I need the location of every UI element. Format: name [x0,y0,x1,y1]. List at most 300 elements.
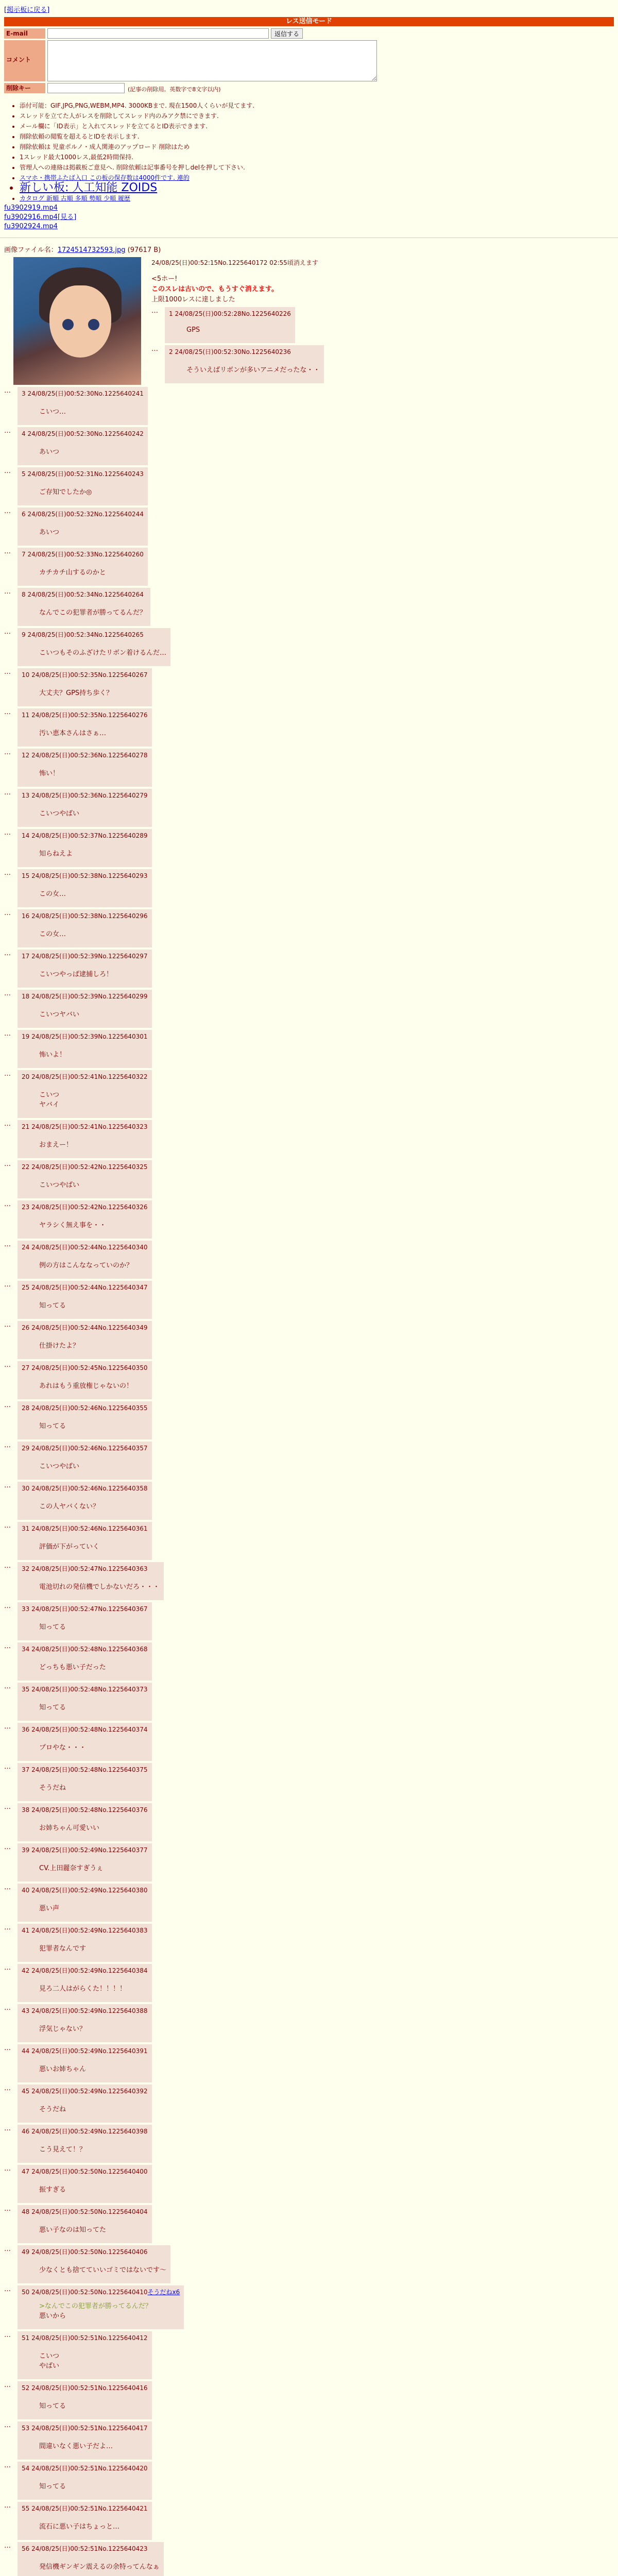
reply-number[interactable]: 39 [22,1846,30,1854]
op-post: 24/08/25(日)00:52:15No.1225640172 02:55頃消えます <5ホー! このスレは古いので、もうすぐ消えます。 上限1000レスに達しました … 1 24/08/25(日)00:52:28No.1225640226 GPS … 2 24/08/25(日)00:52:30No.1225640236 そういえばリボンが多いアニメだったな・・ [4,256,614,385]
reply-post [18,1030,152,1068]
reply-number[interactable]: 51 [22,2334,30,2342]
reply-number[interactable]: 14 [22,832,30,839]
reply-row [4,747,614,787]
reply-number[interactable]: 53 [22,2425,30,2432]
reply-body: どっちも悪い子だった [39,1664,106,1671]
op-line: <5ホー! [151,275,178,283]
reply-number[interactable]: 10 [22,671,30,679]
reply-post [18,2331,152,2379]
reply-post [18,1924,152,1962]
reply-post [18,1723,152,1761]
reply-number[interactable]: 3 [22,390,26,397]
file-link[interactable]: fu3902916.mp4[見る] [4,213,77,221]
reply-header[interactable]: 24/08/25(日)00:52:49No.1225640383 [31,1927,148,1934]
reply-header[interactable]: 24/08/25(日)00:52:28No.1225640226 [175,310,291,317]
reply-number[interactable]: 26 [22,1324,30,1331]
reply-indent: … [4,1241,11,1248]
reply-header[interactable]: 24/08/25(日)00:52:39No.1225640297 [31,953,148,960]
reply-body: カチカチ山するのかと [39,569,106,577]
reply-post [18,2205,152,2243]
reply-post [18,668,152,706]
reply-header[interactable]: 24/08/25(日)00:52:44No.1225640340 [31,1244,148,1251]
reply-post [18,2004,152,2042]
reply-body: 知ってる [39,1623,66,1631]
reply-body: 知らねえよ [39,850,73,858]
reply-header[interactable]: 24/08/25(日)00:52:36No.1225640278 [31,752,148,759]
op-filename-label: 画像ファイル名： [4,246,58,254]
reply-post [165,345,324,383]
op-filename-link[interactable]: 1724514732593.jpg [57,246,126,254]
reply-header[interactable]: 24/08/25(日)00:52:51No.1225640412 [31,2334,148,2342]
reply-header[interactable]: 24/08/25(日)00:52:47No.1225640363 [31,1565,148,1572]
op-filesize: (97617 B) [127,246,161,254]
reply-header[interactable]: 24/08/25(日)00:52:51No.1225640416 [31,2384,148,2392]
reply-row [4,425,614,465]
reply-header[interactable]: 24/08/25(日)00:52:47No.1225640367 [31,1605,148,1613]
limit-notice: 上限1000レスに達しました [151,296,235,303]
reply-row [4,2123,614,2163]
reply-indent: … [4,1602,11,1610]
reply-body: こいつやばい [39,1181,80,1189]
reply-indent: … [4,2044,11,2052]
reply-row [4,1239,614,1279]
reply-number[interactable]: 6 [22,511,26,518]
reply-row [4,1118,614,1158]
rule-item: • 1スレッド最大1000レス,最低2時間保持. [20,152,614,162]
reply-number[interactable]: 18 [22,993,30,1000]
reply-row [4,1640,614,1681]
reply-header[interactable]: 24/08/25(日)00:52:38No.1225640296 [31,912,148,920]
catalog-links[interactable] [20,193,614,204]
comment-field[interactable] [47,40,377,81]
reply-header[interactable]: 24/08/25(日)00:52:48No.1225640373 [31,1686,148,1693]
reply-number[interactable]: 34 [22,1646,30,1653]
reply-number[interactable]: 36 [22,1726,30,1733]
reply-indent: … [4,869,11,877]
reply-body: ご存知でしたか◎ [39,488,92,496]
reply-indent: … [4,1763,11,1771]
reply-indent: … [4,1200,11,1208]
rule-item: • 添付可能：GIF,JPG,PNG,WEBM,MP4. 3000KBまで. 現在1500人くらいが見てます. [20,100,614,111]
reply-indent: … [4,990,11,997]
reply-post [18,990,152,1028]
recent-files [4,204,614,231]
reply-header[interactable]: 24/08/25(日)00:52:38No.1225640293 [31,872,148,879]
reply-header[interactable]: 24/08/25(日)00:52:49No.1225640392 [31,2088,148,2095]
reply-number[interactable]: 52 [22,2384,30,2392]
reply-post [18,2245,170,2283]
reply-indent: … [4,1361,11,1369]
reply-body: そうだね [39,1784,66,1792]
reply-post [18,588,150,626]
reply-row [4,706,614,747]
reply-indent: … [4,1884,11,1891]
reply-indent: … [4,668,11,676]
reply-number[interactable]: 47 [22,2168,30,2175]
reply-number[interactable]: 7 [22,551,26,558]
reply-number[interactable]: 31 [22,1525,30,1532]
reply-indent: … [4,1843,11,1851]
reply-header[interactable]: 24/08/25(日)00:52:51No.1225640420 [31,2465,148,2472]
back-to-board-link[interactable]: [掲示板に戻る] [4,6,50,14]
reply-indent: … [4,1924,11,1931]
reply-post [18,2165,152,2203]
reply-indent: … [4,2542,11,2550]
reply-number[interactable]: 45 [22,2088,30,2095]
reply-body: なんでこの犯罪者が勝ってるんだ？ [39,609,147,617]
op-file-info [4,244,614,254]
file-link[interactable]: fu3902919.mp4 [4,204,58,212]
reply-header[interactable]: 24/08/25(日)00:52:51No.1225640421 [31,2505,148,2512]
reply-row [4,1359,614,1399]
reply-number[interactable]: 54 [22,2465,30,2472]
reply-post [18,1562,164,1600]
reply-number[interactable]: 35 [22,1686,30,1693]
reply-indent: … [4,829,11,837]
reply-body: この女… [39,890,66,898]
sodane-link[interactable]: そうだねx6 [147,2289,180,2296]
reply-number[interactable]: 49 [22,2248,30,2256]
reply-row [4,1761,614,1801]
mobile-entrance-link[interactable]: スマホ・携帯ふたば入口 この板の保存数は4000件です. 連的 [20,174,190,181]
reply-body: こいつやっぱ逮捕しろ！ [39,971,113,978]
reply-number[interactable]: 21 [22,1123,30,1130]
reply-number[interactable]: 20 [22,1073,30,1080]
reply-row [4,2042,614,2082]
reply-header[interactable]: 24/08/25(日)00:52:30No.1225640236 [175,348,291,355]
reply-header[interactable]: 24/08/25(日)00:52:48No.1225640376 [31,1806,148,1814]
reply-body: こう見えて！？ [39,2146,87,2154]
reply-body: こいつヤバい [39,1011,80,1019]
reply-number[interactable]: 28 [22,1404,30,1412]
reply-form [4,28,614,93]
reply-header[interactable]: 24/08/25(日)00:52:46No.1225640361 [31,1525,148,1532]
reply-body: 悪い声 [39,1905,60,1912]
reply-post [18,467,148,505]
reply-header[interactable]: 24/08/25(日)00:52:48No.1225640368 [31,1646,148,1653]
reply-post [18,507,148,546]
reply-row [4,1028,614,1068]
reply-thread [4,385,614,2576]
reply-row [4,827,614,867]
reply-header[interactable]: 24/08/25(日)00:52:46No.1225640358 [31,1485,148,1492]
reply-header[interactable]: 24/08/25(日)00:52:37No.1225640289 [31,832,148,839]
reply-number[interactable]: 41 [22,1927,30,1934]
reply-body: 見ろ二人はがらくた！！！！ [39,1985,127,1993]
catalog-anchor[interactable]: カタログ 新順 古順 多順 勢順 少順 履歴 [20,195,130,202]
reply-row [4,1399,614,1439]
reply-header[interactable]: 24/08/25(日)00:52:49No.1225640377 [31,1846,148,1854]
reply-body: お姉ちゃん可愛いい [39,1824,100,1832]
reply-number[interactable]: 43 [22,2007,30,2014]
reply-body: こいつ… [39,408,66,416]
reply-post [18,2285,184,2329]
reply-header[interactable]: 24/08/25(日)00:52:50No.1225640400 [31,2168,148,2175]
reply-indent: … [4,2462,11,2469]
reply-indent: … [4,1642,11,1650]
reply-body: 犯罪者なんです [39,1945,87,1953]
reply-row [4,2283,614,2329]
reply-body: この女… [39,930,66,938]
reply-row [4,947,614,988]
reply-post [18,628,170,666]
reply-header[interactable]: 24/08/25(日)00:52:48No.1225640374 [31,1726,148,1733]
reply-number[interactable]: 48 [22,2208,30,2215]
reply-post [18,829,152,867]
reply-number[interactable]: 46 [22,2128,30,2135]
reply-body: 流石に悪い子はちょっと… [39,2523,120,2531]
rule-item: • 削除依頼の閲覧を超えるとIDを表示します. [20,131,614,142]
reply-header[interactable]: 24/08/25(日)00:52:39No.1225640301 [31,1033,148,1040]
reply-number[interactable]: 12 [22,752,30,759]
reply-header[interactable]: 24/08/25(日)00:52:44No.1225640349 [31,1324,148,1331]
reply-row [4,1068,614,1118]
reply-body: あいつ [39,529,60,536]
reply-post [18,2044,152,2082]
rule-item: • メール欄に「ID表示」と入れてスレッドを立てるとID表示できます. [20,121,614,131]
reply-row [4,2163,614,2203]
reply-number[interactable]: 27 [22,1364,30,1371]
reply-number[interactable]: 25 [22,1284,30,1291]
reply-header[interactable]: 24/08/25(日)00:52:34No.1225640265 [27,631,144,638]
reply-post [18,1321,152,1359]
reply-body: 知ってる [39,2483,66,2490]
reply-indent: … [4,387,11,395]
reply-number[interactable]: 33 [22,1605,30,1613]
reply-header[interactable]: 24/08/25(日)00:52:51No.1225640417 [31,2425,148,2432]
reply-indent: … [4,1723,11,1731]
reply-number[interactable]: 37 [22,1766,30,1773]
reply-header[interactable]: 24/08/25(日)00:52:36No.1225640279 [31,792,148,799]
reply-post [18,387,148,425]
reply-post [18,1843,152,1882]
reply-number[interactable]: 22 [22,1163,30,1171]
reply-header[interactable]: 24/08/25(日)00:52:49No.1225640391 [31,2047,148,2055]
op-image[interactable] [13,257,141,385]
reply-row [4,2082,614,2123]
reply-indent: … [4,789,11,796]
reply-header[interactable]: 24/08/25(日)00:52:49No.1225640380 [31,1887,148,1894]
reply-number[interactable]: 44 [22,2047,30,2055]
reply-header[interactable]: 24/08/25(日)00:52:50No.1225640410 [31,2289,148,2296]
reply-header[interactable]: 24/08/25(日)00:52:49No.1225640388 [31,2007,148,2014]
quote-line: >なんでこの犯罪者が勝ってるんだ？ [39,2302,152,2310]
reply-row [4,1560,614,1600]
reply-row [4,2540,614,2576]
reply-post [18,1683,152,1721]
reply-post [18,2462,152,2500]
reply-indent: … [4,1321,11,1329]
reply-number[interactable]: 30 [22,1485,30,1492]
reply-row [4,1962,614,2002]
reply-row [4,1279,614,1319]
reply-body: 大丈夫？GPS持ち歩く？ [39,689,113,697]
reply-header[interactable]: 24/08/25(日)00:52:51No.1225640423 [31,2545,148,2552]
reply-row [4,2243,614,2283]
reply-number[interactable]: 2 [169,348,173,355]
reply-number[interactable]: 19 [22,1033,30,1040]
reply-header[interactable]: 24/08/25(日)00:52:42No.1225640326 [31,1204,148,1211]
reply-header[interactable]: 24/08/25(日)00:52:35No.1225640276 [31,711,148,719]
reply-row [4,1801,614,1841]
reply-body: 知ってる [39,1422,66,1430]
reply-row [4,1480,614,1520]
new-boards-anchor[interactable]: 新しい板: 人工知能 ZOIDS [20,181,158,194]
reply-indent: … [4,548,11,555]
reply-body: 少なくとも捨てていいゴミではないです～ [39,2266,167,2274]
reply-row [4,2419,614,2460]
reply-number[interactable]: 17 [22,953,30,960]
reply-row [4,2203,614,2243]
reply-body: 知ってる [39,2402,66,2410]
reply-post [18,1522,152,1560]
reply-body: 振すぎる [39,2186,66,2194]
delete-key-label: 削除キー [4,83,45,93]
reply-row [4,1882,614,1922]
reply-row [4,586,614,626]
reply-body: 発信機ギンギン震えるの余特ってんなぁ [39,2563,160,2571]
reply-header[interactable]: 1 [169,310,173,317]
reply-post [18,1401,152,1439]
reply-header[interactable]: 24/08/25(日)00:52:31No.1225640243 [27,470,144,478]
reply-row [4,2500,614,2540]
reply-post [18,2125,152,2163]
reply-number[interactable]: 55 [22,2505,30,2512]
reply-number[interactable]: 32 [22,1565,30,1572]
reply-indent: … [4,1522,11,1530]
reply-body: こいつやばい [39,1463,80,1470]
reply-header[interactable]: 24/08/25(日)00:52:39No.1225640299 [31,993,148,1000]
reply-body: そうだね [39,2106,66,2113]
reply-number[interactable]: 4 [22,430,26,437]
reply-number[interactable]: 42 [22,1967,30,1974]
reply-post [18,749,152,787]
submit-reply-button[interactable]: 返信する [271,28,303,39]
reply-number[interactable]: 13 [22,792,30,799]
reply-row [4,787,614,827]
reply-row [4,2460,614,2500]
reply-header[interactable]: 24/08/25(日)00:52:30No.1225640241 [27,390,144,397]
reply-body: 怖い！ [39,770,60,777]
reply-header[interactable]: 24/08/25(日)00:52:48No.1225640375 [31,1766,148,1773]
reply-number[interactable]: 5 [22,470,26,478]
reply-body: こいつもそのふざけたリボン着けるんだ… [39,649,167,657]
reply-number[interactable]: 11 [22,711,30,719]
reply-header[interactable]: 24/08/25(日)00:52:50No.1225640406 [31,2248,148,2256]
reply-header[interactable]: 24/08/25(日)00:52:33No.1225640260 [27,551,144,558]
file-link[interactable]: fu3902924.mp4 [4,223,58,230]
reply-number[interactable]: 38 [22,1806,30,1814]
reply-body: こいつ ヤバイ [39,1091,60,1109]
reply-number[interactable]: 16 [22,912,30,920]
reply-body: この人ヤバくない？ [39,1503,100,1511]
reply-indent: … [4,1401,11,1409]
reply-row [4,1841,614,1882]
reply-indent: … [4,1482,11,1489]
reply-post [165,307,295,343]
reply-number[interactable]: 56 [22,2545,30,2552]
reply-row [4,2379,614,2419]
reply-row [4,1439,614,1480]
reply-header[interactable]: 24/08/25(日)00:52:46No.1225640355 [31,1404,148,1412]
reply-indent: … [4,2421,11,2429]
reply-indent: … [4,2331,11,2339]
reply-number[interactable]: 9 [22,631,26,638]
reply-number[interactable]: 40 [22,1887,30,1894]
reply-body: 汚い恵本さんはさぁ… [39,730,107,737]
reply-post [18,2084,152,2123]
reply-number[interactable]: 24 [22,1244,30,1251]
reply-indent: … [4,2502,11,2510]
reply-body: 間違いなく悪い子だよ… [39,2443,113,2450]
reply-indent: … [4,1160,11,1168]
reply-header[interactable]: 24/08/25(日)00:52:30No.1225640242 [27,430,144,437]
reply-header[interactable]: 24/08/25(日)00:52:32No.1225640244 [27,511,144,518]
delete-key-note: (記事の削除用。英数字で8文字以内) [128,86,221,93]
reply-header[interactable]: 24/08/25(日)00:52:50No.1225640404 [31,2208,148,2215]
reply-header[interactable]: 24/08/25(日)00:52:49No.1225640398 [31,2128,148,2135]
reply-row [4,626,614,666]
expire-notice: このスレは古いので、もうすぐ消えます。 [151,285,278,293]
reply-header[interactable]: 24/08/25(日)00:52:41No.1225640323 [31,1123,148,1130]
reply-row [4,465,614,505]
reply-indent: … [4,2205,11,2213]
reply-indent: … [4,2285,11,2293]
reply-indent: … [4,1964,11,1972]
reply-body: 知ってる [39,1302,66,1310]
delete-key-field[interactable] [47,83,125,93]
reply-body: 電池切れの発信機でしかないだろ・・・ [39,1583,160,1591]
rule-item: • 削除依頼は 児童ポルノ・成人関連のアップロード 削除はため [20,142,614,152]
reply-post [18,2542,164,2576]
reply-number[interactable]: 15 [22,872,30,879]
reply-body: 悪いお姉ちゃん [39,2065,87,2073]
reply-body: おまえー！ [39,1141,73,1149]
new-boards-link[interactable] [20,183,614,193]
reply-post [18,1281,152,1319]
reply-header[interactable]: 24/08/25(日)00:52:41No.1225640322 [31,1073,148,1080]
reply-indent: … [4,2245,11,2253]
reply-number[interactable]: 23 [22,1204,30,1211]
email-field[interactable] [47,28,269,39]
reply-row [4,666,614,706]
reply-body: こいつ やばい [39,2352,60,2370]
reply-number[interactable]: 29 [22,1445,30,1452]
reply-body: 悪いから [39,2312,66,2320]
reply-body: プロやな・・・ [39,1744,87,1752]
reply-indent: … [4,749,11,756]
reply-number[interactable]: 8 [22,591,26,598]
reply-number[interactable]: 50 [22,2289,30,2296]
reply-post [18,1361,152,1399]
reply-header[interactable]: 24/08/25(日)00:52:35No.1225640267 [31,671,148,679]
reply-row [4,867,614,907]
reply-header[interactable]: 24/08/25(日)00:52:49No.1225640384 [31,1967,148,1974]
reply-row [4,2002,614,2042]
reply-indent: … [4,1803,11,1811]
reply-indent: … [4,628,11,636]
reply-body: CV.上田麗奈すぎうぇ [39,1865,104,1872]
reply-header[interactable]: 24/08/25(日)00:52:45No.1225640350 [31,1364,148,1371]
reply-body: 悪い子なのは知ってた [39,2226,107,2234]
reply-header[interactable]: 24/08/25(日)00:52:42No.1225640325 [31,1163,148,1171]
reply-post [18,950,152,988]
reply-header[interactable]: 24/08/25(日)00:52:34No.1225640264 [27,591,144,598]
reply-header[interactable]: 24/08/25(日)00:52:44No.1225640347 [31,1284,148,1291]
reply-header[interactable]: 24/08/25(日)00:52:46No.1225640357 [31,1445,148,1452]
reply-indent: … [4,1683,11,1690]
